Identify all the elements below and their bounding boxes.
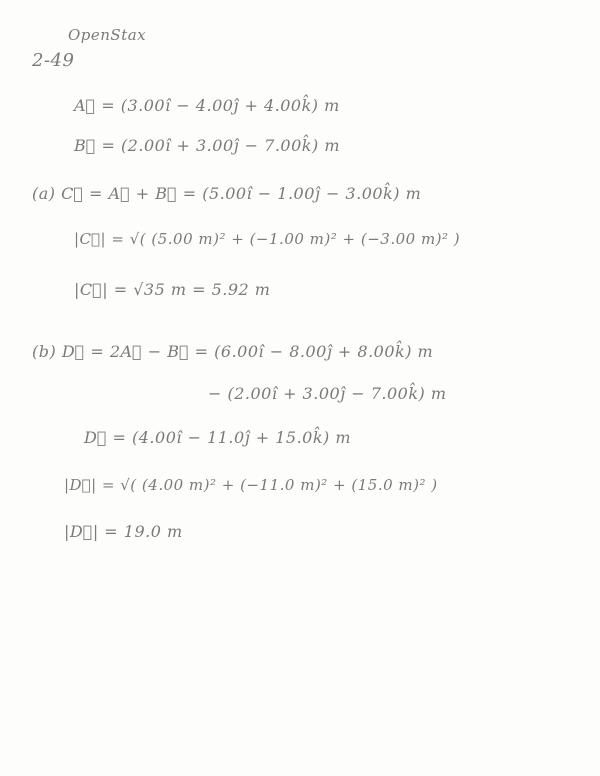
part-a-sum: (a) C⃗ = A⃗ + B⃗ = (5.00î − 1.00ĵ − 3.00k̂) m: [32, 184, 422, 203]
part-b-expression: (b) D⃗ = 2A⃗ − B⃗ = (6.00î − 8.00ĵ + 8.00k̂) m: [32, 342, 434, 361]
part-b-magnitude-result: |D⃗| = 19.0 m: [64, 522, 183, 541]
part-b-magnitude-formula: |D⃗| = √( (4.00 m)² + (−11.0 m)² + (15.0 m)² ): [64, 476, 438, 494]
problem-number: 2-49: [32, 50, 75, 71]
part-a-magnitude-formula: |C⃗| = √( (5.00 m)² + (−1.00 m)² + (−3.00 m)² ): [74, 230, 461, 248]
source-label: OpenStax: [68, 26, 147, 44]
part-b-subtraction: − (2.00î + 3.00ĵ − 7.00k̂) m: [208, 384, 447, 403]
vector-b-definition: B⃗ = (2.00î + 3.00ĵ − 7.00k̂) m: [74, 136, 340, 155]
vector-a-definition: A⃗ = (3.00î − 4.00ĵ + 4.00k̂) m: [74, 96, 340, 115]
part-b-result-vector: D⃗ = (4.00î − 11.0ĵ + 15.0k̂) m: [84, 428, 352, 447]
part-a-magnitude-result: |C⃗| = √35 m = 5.92 m: [74, 280, 271, 299]
